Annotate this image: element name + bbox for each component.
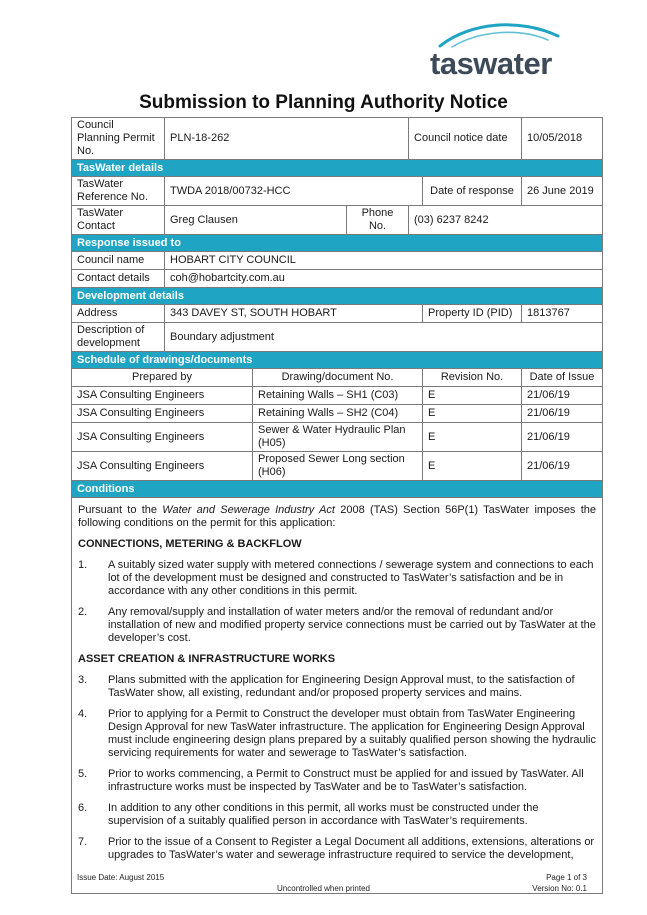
contact-details-label: Contact details bbox=[72, 270, 165, 288]
page-title: Submission to Planning Authority Notice bbox=[139, 92, 508, 113]
prepared-by-cell: JSA Consulting Engineers bbox=[72, 387, 253, 405]
taswater-ref-label: TasWater Reference No. bbox=[72, 177, 165, 206]
column-drawing-no: Drawing/document No. bbox=[253, 369, 423, 387]
council-permit-row bbox=[72, 118, 603, 160]
response-date-label: Date of response bbox=[423, 177, 522, 206]
pid-value: 1813767 bbox=[522, 305, 603, 323]
council-permit-value: PLN-18-262 bbox=[165, 118, 409, 160]
column-revision-no: Revision No. bbox=[423, 369, 522, 387]
condition-number: 1. bbox=[78, 559, 88, 571]
description-label: Description of development bbox=[72, 323, 165, 352]
condition-item bbox=[78, 606, 596, 645]
footer-version: Version No: 0.1 bbox=[532, 884, 587, 893]
pid-label: Property ID (PID) bbox=[423, 305, 522, 323]
council-name-value: HOBART CITY COUNCIL bbox=[165, 252, 603, 270]
condition-number: 7. bbox=[78, 836, 88, 848]
table-row bbox=[72, 387, 603, 405]
intro-text: 2008 (TAS) Section 56P(1) TasWater imposes the following conditions on the permit for this application: bbox=[78, 504, 596, 529]
revision-cell: E bbox=[423, 452, 522, 481]
condition-item bbox=[78, 802, 596, 828]
notice-date-label: Council notice date bbox=[409, 118, 522, 160]
condition-text: Any removal/supply and installation of water meters and/or the removal of redundant and/or installation of new and modified property service connections must be carried out by TasWater at the developer’s cost. bbox=[108, 606, 596, 644]
issue-date-cell: 21/06/19 bbox=[522, 387, 603, 405]
footer-issue-date: Issue Date: August 2015 bbox=[77, 873, 165, 882]
taswater-ref-row bbox=[72, 177, 603, 206]
council-permit-label: Council Planning Permit No. bbox=[72, 118, 165, 160]
condition-number: 2. bbox=[78, 606, 88, 618]
issue-date-cell: 21/06/19 bbox=[522, 452, 603, 481]
issue-date-cell: 21/06/19 bbox=[522, 423, 603, 452]
section-header-conditions: Conditions bbox=[72, 481, 603, 498]
condition-number: 4. bbox=[78, 708, 88, 720]
taswater-ref-value: TWDA 2018/00732-HCC bbox=[165, 177, 423, 206]
drawing-no-cell: Retaining Walls – SH1 (C03) bbox=[253, 387, 423, 405]
column-date-of-issue: Date of Issue bbox=[522, 369, 603, 387]
council-name-label: Council name bbox=[72, 252, 165, 270]
taswater-contact-row bbox=[72, 206, 603, 235]
condition-text: Prior to the issue of a Consent to Register a Legal Document all additions, extensions, alterations or upgrades to TasWater’s water and sewerage infrastructure required to service the development, bbox=[108, 836, 595, 861]
address-value: 343 DAVEY ST, SOUTH HOBART bbox=[165, 305, 423, 323]
condition-text: Plans submitted with the application for Engineering Design Approval must, to the satisfaction of TasWater show, all existing, redundant and/or proposed property services and mains. bbox=[108, 674, 575, 699]
table-row bbox=[72, 423, 603, 452]
taswater-contact-value: Greg Clausen bbox=[165, 206, 347, 235]
council-name-row bbox=[72, 252, 603, 270]
contact-details-value: coh@hobartcity.com.au bbox=[165, 270, 603, 288]
condition-item bbox=[78, 836, 596, 862]
description-row bbox=[72, 323, 603, 352]
response-date-value: 26 June 2019 bbox=[522, 177, 603, 206]
revision-cell: E bbox=[423, 387, 522, 405]
schedule-header-row bbox=[72, 369, 603, 387]
phone-label: Phone No. bbox=[347, 206, 409, 235]
condition-number: 5. bbox=[78, 768, 88, 780]
taswater-logo bbox=[430, 20, 565, 80]
issue-date-cell: 21/06/19 bbox=[522, 405, 603, 423]
table-row bbox=[72, 452, 603, 481]
prepared-by-cell: JSA Consulting Engineers bbox=[72, 452, 253, 481]
contact-details-row bbox=[72, 270, 603, 288]
section-title-asset-creation: ASSET CREATION & INFRASTRUCTURE WORKS bbox=[78, 653, 336, 665]
section-header-schedule: Schedule of drawings/documents bbox=[72, 352, 603, 369]
condition-number: 6. bbox=[78, 802, 88, 814]
footer-page-number: Page 1 of 3 bbox=[546, 873, 587, 882]
notice-date-value: 10/05/2018 bbox=[522, 118, 603, 160]
description-value: Boundary adjustment bbox=[165, 323, 603, 352]
footer-uncontrolled: Uncontrolled when printed bbox=[277, 884, 370, 893]
section-header-development: Development details bbox=[72, 288, 603, 305]
drawing-no-cell: Sewer & Water Hydraulic Plan (H05) bbox=[253, 423, 423, 452]
condition-item bbox=[78, 708, 596, 760]
revision-cell: E bbox=[423, 423, 522, 452]
conditions-row bbox=[72, 498, 603, 894]
act-name: Water and Sewerage Industry Act bbox=[162, 504, 335, 516]
section-header-taswater: TasWater details bbox=[72, 160, 603, 177]
taswater-contact-label: TasWater Contact bbox=[72, 206, 165, 235]
column-prepared-by: Prepared by bbox=[72, 369, 253, 387]
address-row bbox=[72, 305, 603, 323]
drawing-no-cell: Proposed Sewer Long section (H06) bbox=[253, 452, 423, 481]
condition-text: In addition to any other conditions in this permit, all works must be constructed under the supervision of a suitably qualified person in accordance with TasWater’s requirements. bbox=[108, 802, 539, 827]
phone-value: (03) 6237 8242 bbox=[409, 206, 603, 235]
address-label: Address bbox=[72, 305, 165, 323]
logo-wordmark: taswater bbox=[430, 46, 552, 81]
condition-number: 3. bbox=[78, 674, 88, 686]
section-title-connections: CONNECTIONS, METERING & BACKFLOW bbox=[78, 538, 302, 550]
section-header-response: Response issued to bbox=[72, 235, 603, 252]
revision-cell: E bbox=[423, 405, 522, 423]
drawing-no-cell: Retaining Walls – SH2 (C04) bbox=[253, 405, 423, 423]
condition-item bbox=[78, 674, 596, 700]
conditions-intro bbox=[78, 504, 596, 530]
condition-item bbox=[78, 768, 596, 794]
condition-text: Prior to works commencing, a Permit to Construct must be applied for and issued by TasWater. All infrastructure works must be inspected by TasWater and be to TasWater’s satisfaction. bbox=[108, 768, 584, 793]
condition-item bbox=[78, 559, 596, 598]
condition-text: A suitably sized water supply with metered connections / sewerage system and connections to each lot of the development must be designed and constructed to TasWater’s satisfaction and be in accordance with any other conditions in this permit. bbox=[108, 559, 594, 597]
intro-text: Pursuant to the bbox=[78, 504, 163, 516]
prepared-by-cell: JSA Consulting Engineers bbox=[72, 423, 253, 452]
prepared-by-cell: JSA Consulting Engineers bbox=[72, 405, 253, 423]
table-row bbox=[72, 405, 603, 423]
condition-text: Prior to applying for a Permit to Construct the developer must obtain from TasWater Engineering Design Approval for new TasWater infrastructure. The application for Engineering Design Approval must include engineering design plans prepared by a suitably qualified person showing the hydraulic servicing requirements for water and sewerage to TasWater’s satisfaction. bbox=[108, 708, 596, 759]
notice-form-table bbox=[71, 117, 603, 894]
conditions-body bbox=[72, 498, 603, 894]
